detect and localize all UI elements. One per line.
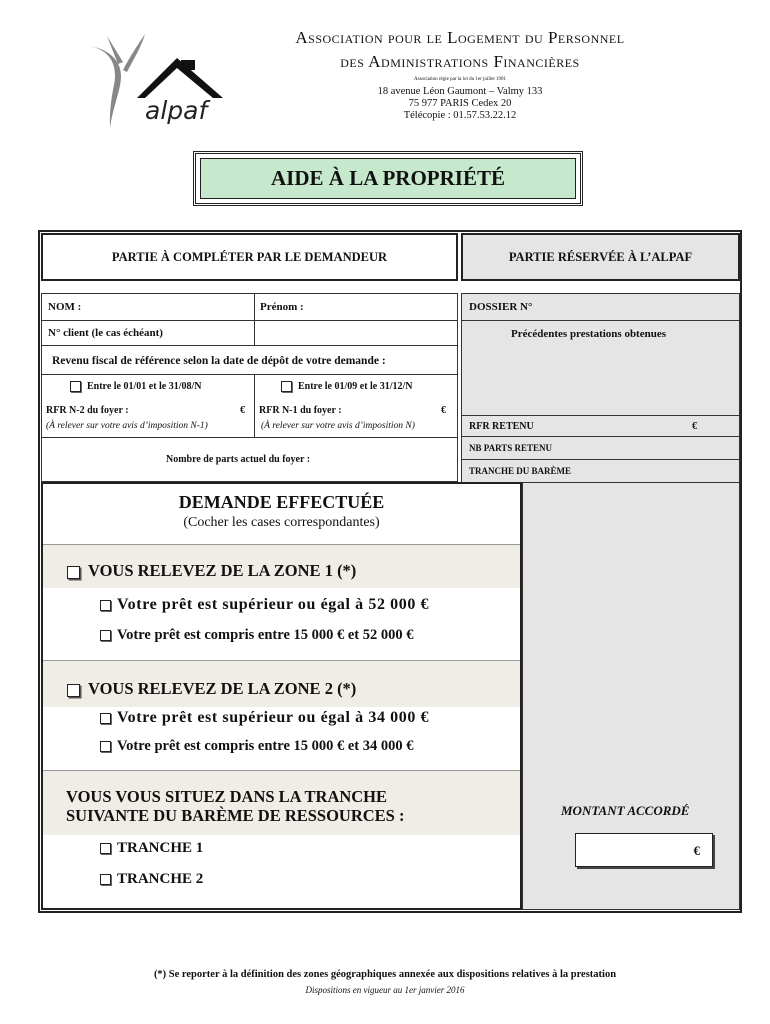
zone1-opt2-label: Votre prêt est compris entre 15 000 € et 52 000 € (117, 627, 414, 643)
zone2-opt2-label: Votre prêt est compris entre 15 000 € et 34 000 € (117, 738, 414, 754)
tranche1-label: TRANCHE 1 (117, 840, 204, 856)
page-title: AIDE À LA PROPRIÉTÉ (200, 158, 576, 199)
right-section-header (461, 233, 740, 281)
parts-label: Nombre de parts actuel du foyer : (166, 454, 311, 465)
rfr2-euro: € (441, 405, 446, 416)
rfr-retenu-row (461, 415, 740, 437)
revenu-row (41, 345, 458, 375)
rfr2-label: RFR N-1 du foyer : (259, 405, 342, 416)
logo-text: alpaf (145, 96, 208, 125)
client-number-field[interactable] (41, 320, 255, 346)
zone2-opt1-checkbox[interactable] (100, 713, 111, 724)
zone2-opt2[interactable] (100, 738, 414, 755)
demande-title: DEMANDE EFFECTUÉE (178, 492, 385, 512)
zone2-option[interactable] (67, 679, 356, 699)
period2-cell (254, 374, 458, 438)
dossier-row (461, 293, 740, 321)
period2-checkbox[interactable] (281, 381, 292, 392)
montant-label: MONTANT ACCORDÉ (561, 803, 690, 818)
demande-subtitle: (Cocher les cases correspondantes) (183, 515, 380, 530)
dossier-label: DOSSIER N° (469, 301, 533, 313)
prenom-label: Prénom : (260, 301, 304, 313)
zone1-label: VOUS RELEVEZ DE LA ZONE 1 (*) (88, 561, 357, 580)
zone1-opt2-checkbox[interactable] (100, 630, 111, 641)
left-section-header-text: PARTIE À COMPLÉTER PAR LE DEMANDEUR (111, 249, 388, 264)
zone2-label: VOUS RELEVEZ DE LA ZONE 2 (*) (88, 679, 357, 698)
period1-label: Entre le 01/01 et le 31/08/N (87, 381, 202, 392)
org-name-line2: des Administrations Financières (340, 52, 580, 71)
tranche1-option[interactable] (100, 840, 203, 857)
montant-input[interactable] (575, 833, 713, 867)
zone2-checkbox[interactable] (67, 684, 80, 697)
precedentes-row (461, 320, 740, 416)
period2-label: Entre le 01/09 et le 31/12/N (298, 381, 413, 392)
zone1-opt2[interactable] (100, 627, 414, 644)
zone1-checkbox[interactable] (67, 566, 80, 579)
period1-option[interactable] (70, 381, 202, 392)
revenu-label: Revenu fiscal de référence selon la date de dépôt de votre demande : (52, 355, 386, 367)
footer-note: (*) Se reporter à la définition des zones géographiques annexée aux dispositions relatives à la prestation (153, 969, 617, 980)
tranche1-checkbox[interactable] (100, 843, 111, 854)
period2-option[interactable] (281, 381, 413, 392)
address-line2: 75 977 PARIS Cedex 20 (408, 98, 512, 109)
tranche2-option[interactable] (100, 871, 203, 888)
zone2-opt1-label: Votre prêt est supérieur ou égal à 34 000 € (117, 709, 430, 726)
zone2-opt2-checkbox[interactable] (100, 741, 111, 752)
precedentes-label: Précédentes prestations obtenues (511, 328, 666, 340)
alpaf-logo (85, 28, 235, 138)
org-name-line1: Association pour le Logement du Personnel (295, 28, 625, 47)
zone2-opt1[interactable] (100, 709, 429, 727)
nom-field[interactable] (41, 293, 255, 321)
legal-note: Association régie par la loi du 1er juillet 1901 (414, 77, 506, 82)
rfr-retenu-label: RFR RETENU (469, 421, 534, 432)
period1-cell (41, 374, 255, 438)
zone1-opt1-checkbox[interactable] (100, 600, 111, 611)
tranche-bareme-label: TRANCHE DU BARÈME (469, 466, 572, 476)
tranche-title-line1: VOUS VOUS SITUEZ DANS LA TRANCHE (66, 787, 388, 806)
tranche2-checkbox[interactable] (100, 874, 111, 885)
rfr1-label: RFR N-2 du foyer : (46, 405, 129, 416)
prenom-field[interactable] (254, 293, 458, 321)
footer-date: Dispositions en vigueur au 1er janvier 2016 (305, 985, 465, 995)
rfr-retenu-euro: € (692, 421, 697, 432)
client-number-label: N° client (le cas échéant) (48, 327, 163, 339)
parts-row[interactable] (41, 437, 458, 482)
address-line1: 18 avenue Léon Gaumont – Valmy 133 (377, 86, 543, 97)
montant-euro: € (693, 843, 700, 858)
title-box (193, 151, 583, 206)
tranche-bareme-row (461, 459, 740, 483)
rfr1-euro: € (240, 405, 245, 416)
montant-panel (522, 482, 740, 910)
rfr1-note: (À relever sur votre avis d’imposition N-1) (46, 421, 208, 431)
client-number-input[interactable] (254, 320, 458, 346)
left-section-header (41, 233, 458, 281)
nb-parts-row (461, 436, 740, 460)
period1-checkbox[interactable] (70, 381, 81, 392)
fax-number: Télécopie : 01.57.53.22.12 (403, 110, 517, 121)
zone1-opt1[interactable] (100, 596, 429, 614)
nom-label: NOM : (48, 301, 82, 313)
zone1-opt1-label: Votre prêt est supérieur ou égal à 52 000 € (117, 596, 430, 613)
tranche2-label: TRANCHE 2 (117, 871, 204, 887)
rfr2-note: (À relever sur votre avis d’imposition N) (261, 421, 415, 431)
zone1-option[interactable] (67, 561, 356, 581)
tranche-title-line2: SUIVANTE DU BARÈME DE RESSOURCES : (66, 806, 405, 825)
right-section-header-text: PARTIE RÉSERVÉE À L’ALPAF (508, 249, 693, 264)
nb-parts-label: NB PARTS RETENU (469, 443, 553, 453)
